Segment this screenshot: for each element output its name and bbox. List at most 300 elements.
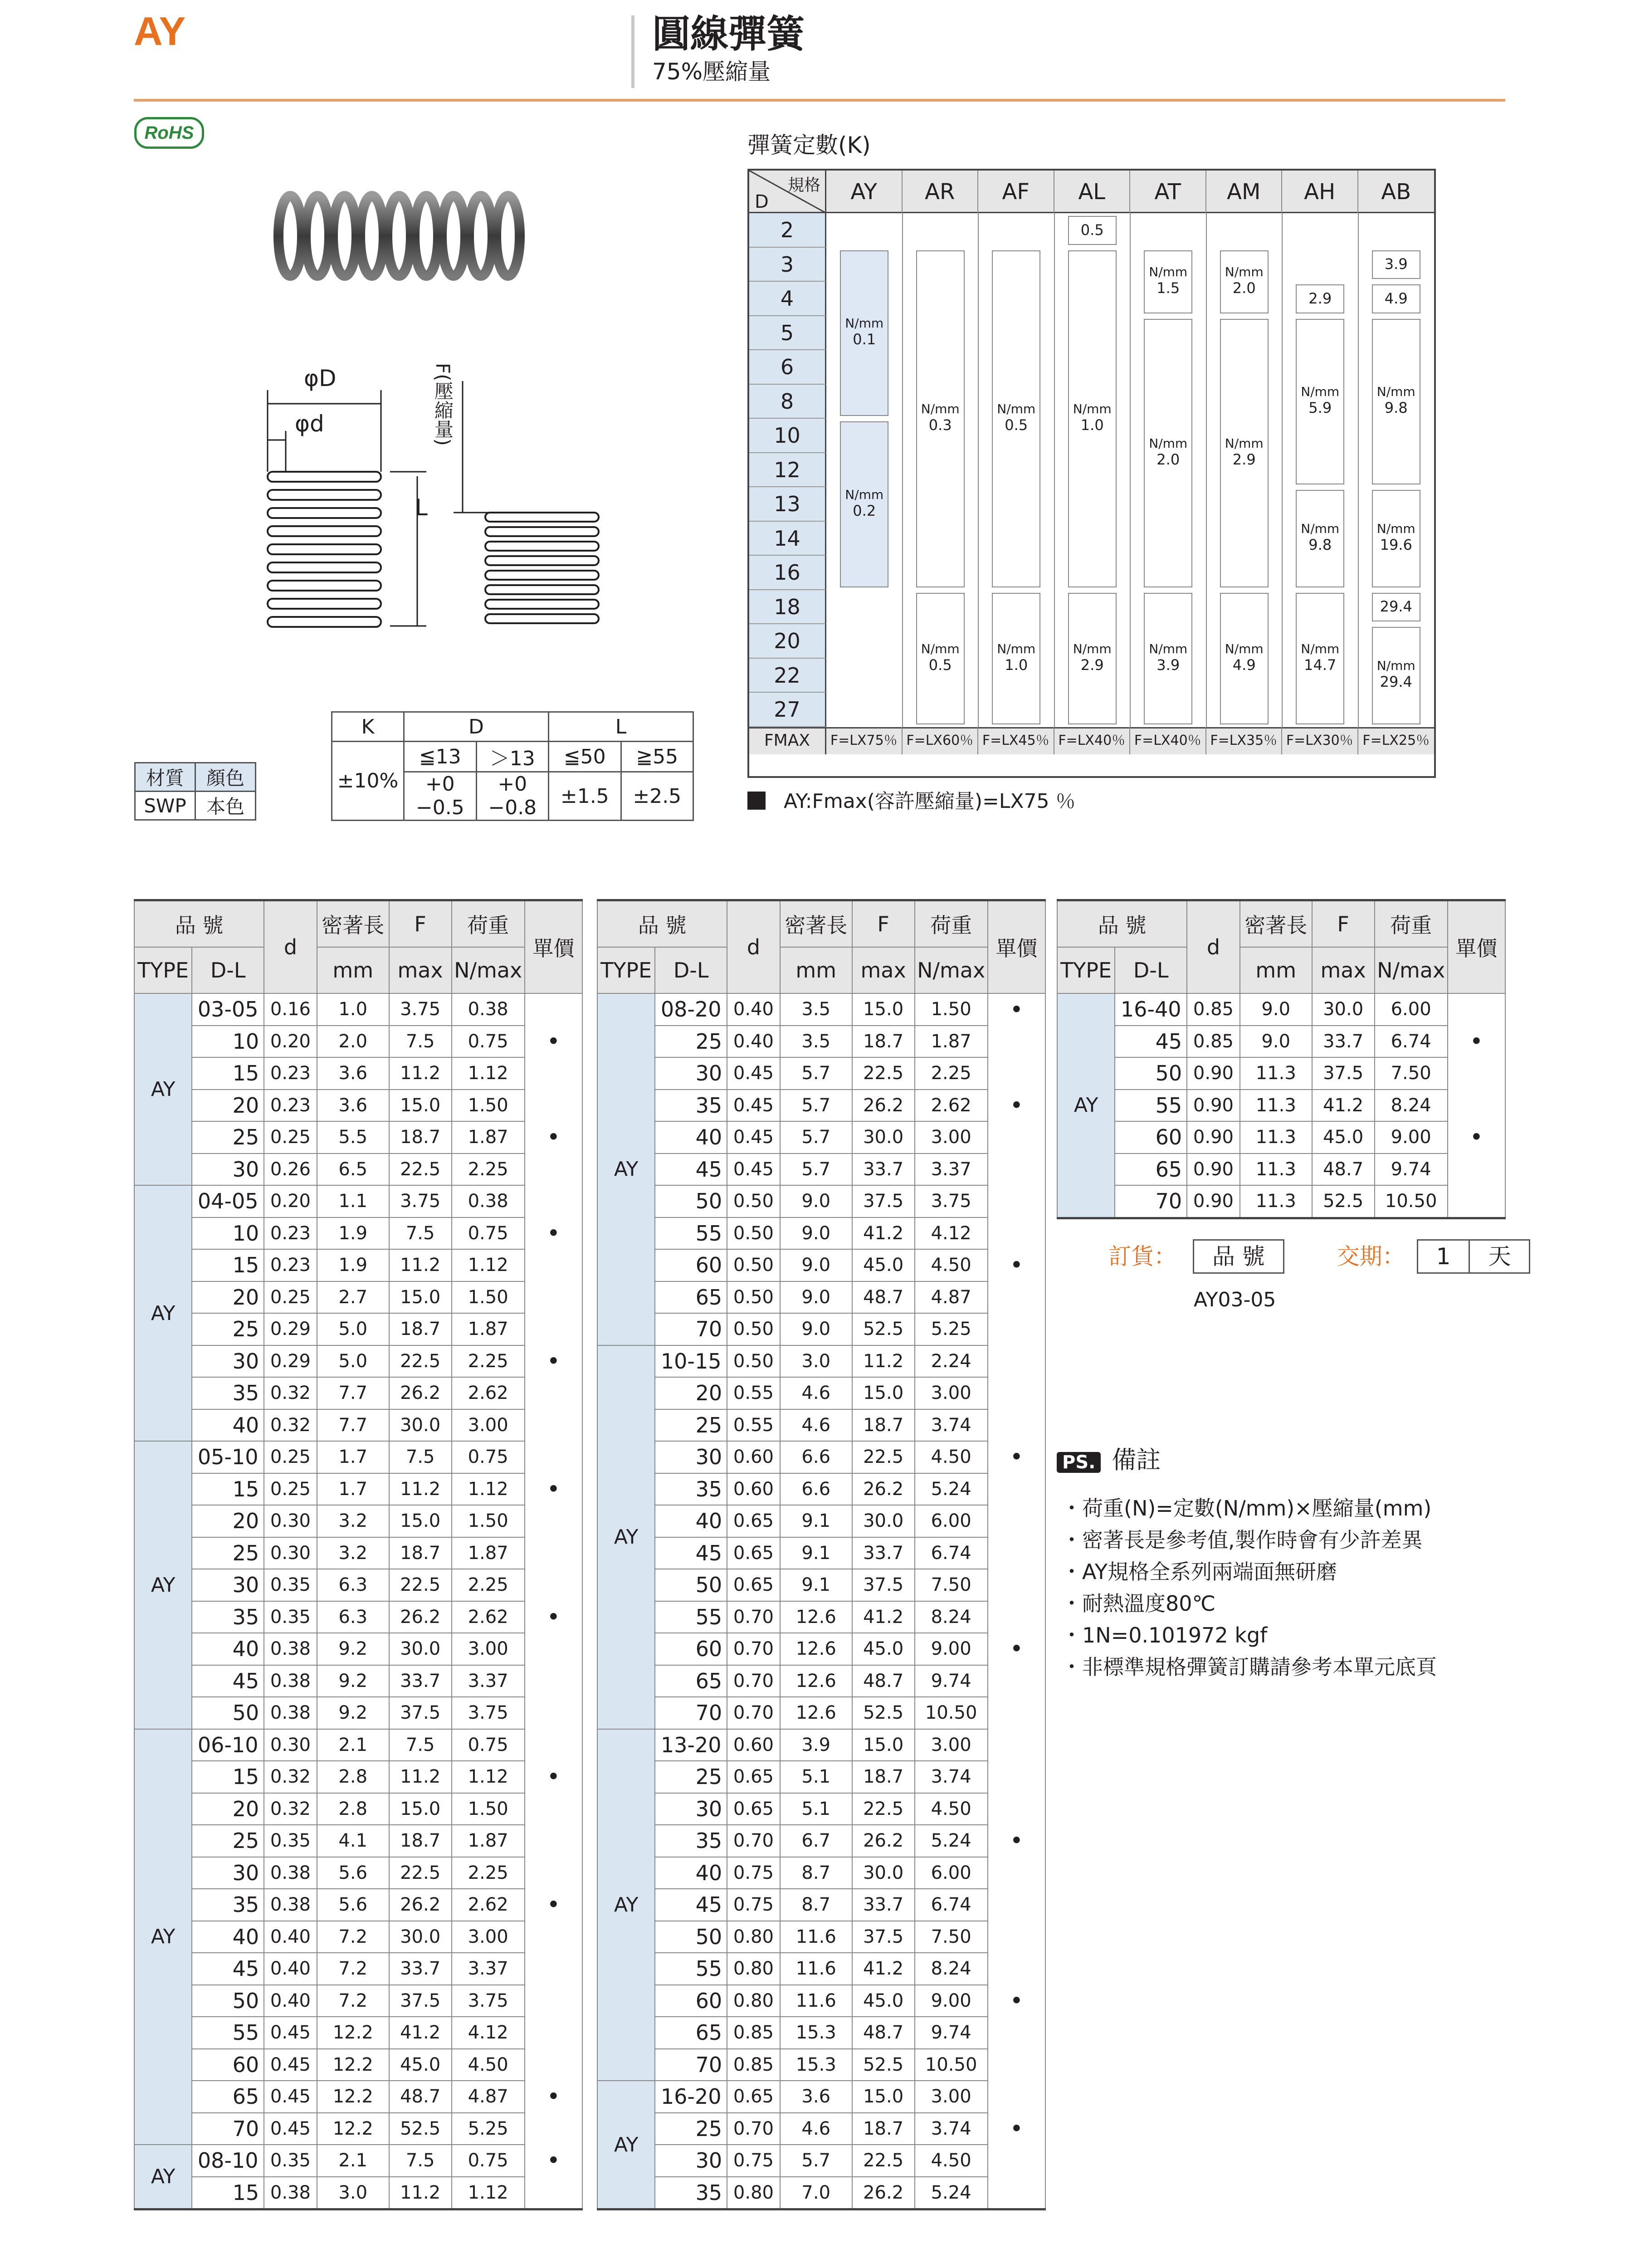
d-cell: 0.23 [264,1249,317,1281]
f-cell: 37.5 [1312,1057,1375,1090]
header-nmax: N/max [452,947,525,993]
order-example: AY03-05 [1194,1288,1276,1311]
f-cell: 22.5 [389,1345,452,1378]
f-cell: 7.5 [389,2145,452,2177]
load-cell: 3.74 [915,1761,988,1793]
mizhu-cell: 11.3 [1240,1057,1312,1090]
f-cell: 22.5 [389,1154,452,1186]
load-cell: 3.00 [915,1121,988,1154]
table-row [134,1473,582,1505]
dl-cell: 08-10 [192,2145,264,2177]
f-cell: 7.5 [389,1026,452,1058]
load-cell: 4.87 [915,1281,988,1314]
dl-cell: 30 [192,1569,264,1601]
spec-sub: ≧55 [621,742,693,772]
dl-cell: 70 [655,2049,727,2081]
load-cell: 0.75 [452,1217,525,1250]
table-row [597,1569,1045,1601]
header-nmax: N/max [1375,947,1448,993]
kchart-column-al: AL [1054,171,1131,213]
table-row [134,1090,582,1122]
mizhu-cell: 3.6 [317,1090,389,1122]
price-cell [988,1057,1045,1090]
notes-list [1061,1492,1437,1683]
kchart-row-label: 3 [749,248,826,282]
kchart-unit: N/mm [1225,641,1264,656]
kchart-value: 2.0 [1157,450,1180,468]
mizhu-cell: 5.7 [780,1154,852,1186]
mizhu-cell: 12.2 [317,2113,389,2145]
load-cell: 3.74 [915,2113,988,2145]
dl-cell: 05-10 [192,1441,264,1473]
load-cell: 2.24 [915,1345,988,1378]
mizhu-cell: 12.6 [780,1633,852,1665]
spec-l1: ±1.5 [549,772,621,821]
table-row [597,1441,1045,1473]
header-d: d [264,900,317,994]
kchart-unit: N/mm [1073,401,1112,416]
f-cell: 37.5 [389,1697,452,1729]
dl-cell: 25 [192,1121,264,1154]
d-cell: 0.45 [264,2017,317,2049]
f-cell: 33.7 [852,1889,915,1921]
kchart-range-bar [1296,593,1344,724]
dl-cell: 45 [655,1537,727,1569]
load-cell: 0.38 [452,1185,525,1217]
header-mizhu: 密著長 [317,900,389,948]
dl-cell: 25 [655,1409,727,1442]
kchart-column-ab: AB [1381,179,1411,205]
f-cell: 30.0 [389,1921,452,1953]
mizhu-cell: 9.0 [780,1249,852,1281]
kchart-unit: N/mm [845,487,884,502]
kchart-range-bar [840,421,888,587]
mizhu-cell: 5.0 [317,1345,389,1378]
header-mm: mm [1240,947,1312,993]
load-cell: 5.24 [915,2177,988,2209]
type-cell: AY [597,1729,655,2081]
kchart-value: 2.9 [1232,450,1256,468]
mizhu-cell: 11.3 [1240,1090,1312,1122]
kchart-range-bar [992,250,1040,587]
kchart-corner-bottom: D [755,191,769,212]
mizhu-cell: 9.0 [780,1313,852,1345]
table-row [134,1121,582,1154]
price-cell [1448,993,1505,1026]
table-row [597,2049,1045,2081]
load-cell: 1.50 [915,993,988,1026]
f-cell: 15.0 [389,1281,452,1314]
dl-cell: 16-20 [655,2081,727,2113]
dl-cell: 25 [655,2113,727,2145]
dl-cell: 65 [655,1665,727,1697]
spec-table-3 [1057,899,1506,1219]
mizhu-cell: 5.5 [317,1121,389,1154]
f-cell: 22.5 [852,2145,915,2177]
f-cell: 45.0 [852,1985,915,2017]
f-cell: 18.7 [852,2113,915,2145]
kchart-range-bar [1372,250,1420,279]
f-cell: 41.2 [852,1217,915,1250]
kchart-col-divider [1358,213,1359,727]
table-row [597,993,1045,1026]
f-cell: 22.5 [389,1857,452,1889]
d-cell: 0.80 [727,2177,780,2209]
table-row [134,1505,582,1537]
mizhu-cell: 1.9 [317,1249,389,1281]
f-cell: 18.7 [389,1825,452,1857]
table-row [134,1537,582,1569]
price-cell: • [525,1601,582,1633]
table-row [597,1665,1045,1697]
d-cell: 0.23 [264,1090,317,1122]
price-cell [988,1217,1045,1250]
dl-cell: 35 [192,1377,264,1409]
kchart-unit: N/mm [845,316,884,331]
d-cell: 0.85 [1187,993,1240,1026]
mizhu-cell: 3.2 [317,1505,389,1537]
load-cell: 3.75 [452,1985,525,2017]
load-cell: 8.24 [915,1601,988,1633]
price-cell [525,993,582,1026]
mizhu-cell: 3.5 [780,1026,852,1058]
table-row [597,2017,1045,2049]
dl-cell: 30 [655,1793,727,1825]
mizhu-cell: 9.1 [780,1505,852,1537]
price-cell [988,1154,1045,1186]
kchart-value: 0.5 [1080,221,1104,239]
f-cell: 45.0 [1312,1121,1375,1154]
kchart-unit: N/mm [1149,264,1188,279]
kchart-value: 2.0 [1232,279,1256,297]
d-cell: 0.85 [727,2049,780,2081]
price-cell: • [988,1985,1045,2017]
price-cell [988,1185,1045,1217]
spec-sub: ≦50 [549,742,621,772]
d-cell: 0.38 [264,2177,317,2209]
table-row [134,1249,582,1281]
f-cell: 11.2 [389,1473,452,1505]
kchart-corner-diagonal [749,171,826,213]
f-cell: 37.5 [852,1569,915,1601]
price-cell [988,1857,1045,1889]
table-row [134,1345,582,1378]
f-cell: 11.2 [852,1345,915,1378]
price-cell [988,2145,1045,2177]
dl-cell: 40 [192,1409,264,1442]
delivery-label: 交期： [1337,1243,1405,1270]
d-cell: 0.90 [1187,1154,1240,1186]
note-item: ・1N=0.101972 kgf [1061,1623,1268,1647]
f-cell: 11.2 [389,1761,452,1793]
price-cell: • [525,1473,582,1505]
load-cell: 7.50 [915,1921,988,1953]
dl-cell: 30 [655,2145,727,2177]
mizhu-cell: 4.6 [780,1409,852,1442]
f-cell: 48.7 [389,2081,452,2113]
kchart-row-label: 27 [749,693,826,727]
mizhu-cell: 7.2 [317,1985,389,2017]
kchart-value: 4.9 [1384,289,1408,307]
d-cell: 0.65 [727,2081,780,2113]
f-cell: 18.7 [389,1537,452,1569]
header-pinhao: 品 號 [134,900,264,948]
mizhu-cell: 5.7 [780,1057,852,1090]
dl-cell: 55 [655,1217,727,1250]
delivery-unit-box: 天 [1470,1239,1530,1274]
kchart-fmax-value: F=LX40％ [1054,727,1131,754]
mizhu-cell: 4.6 [780,2113,852,2145]
kchart-column-ar: AR [903,171,979,213]
f-cell: 52.5 [1312,1185,1375,1218]
price-cell [525,1697,582,1729]
price-cell [988,1761,1045,1793]
mizhu-cell: 11.3 [1240,1121,1312,1154]
mizhu-cell: 5.6 [317,1889,389,1921]
dl-cell: 40 [655,1505,727,1537]
mizhu-cell: 5.6 [317,1857,389,1889]
f-cell: 45.0 [852,1249,915,1281]
table-row [1057,1090,1505,1122]
table-row [134,1761,582,1793]
load-cell: 9.00 [915,1633,988,1665]
load-cell: 3.00 [915,1729,988,1761]
load-cell: 6.74 [915,1889,988,1921]
mizhu-cell: 9.2 [317,1665,389,1697]
f-cell: 7.5 [389,1217,452,1250]
mizhu-cell: 5.7 [780,1121,852,1154]
dl-cell: 45 [655,1889,727,1921]
mizhu-cell: 1.7 [317,1473,389,1505]
load-cell: 9.74 [915,2017,988,2049]
load-cell: 3.00 [452,1921,525,1953]
load-cell: 1.50 [452,1505,525,1537]
mizhu-cell: 11.3 [1240,1154,1312,1186]
d-cell: 0.35 [264,1601,317,1633]
dl-cell: 20 [192,1505,264,1537]
header-pinhao: 品 號 [597,900,727,948]
kchart-value: 3.9 [1384,255,1408,273]
load-cell: 9.74 [1375,1154,1448,1186]
header-type: TYPE [134,947,192,993]
d-cell: 0.75 [727,1857,780,1889]
dl-cell: 45 [192,1665,264,1697]
kchart-range-bar [992,593,1040,724]
color-header: 顏色 [195,763,256,792]
price-cell: • [988,1090,1045,1122]
d-cell: 0.70 [727,1697,780,1729]
f-cell: 22.5 [852,1793,915,1825]
kchart-row-label: 22 [749,659,826,693]
d-cell: 0.50 [727,1217,780,1250]
table-row [597,1026,1045,1058]
mizhu-cell: 8.7 [780,1857,852,1889]
load-cell: 1.87 [452,1121,525,1154]
price-cell [525,2177,582,2209]
price-cell [988,1121,1045,1154]
load-cell: 6.74 [915,1537,988,1569]
d-cell: 0.16 [264,993,317,1026]
kchart-range-bar [1220,319,1269,587]
price-cell [988,2049,1045,2081]
dl-cell: 30 [655,1057,727,1090]
f-cell: 15.0 [852,993,915,1026]
d-cell: 0.38 [264,1857,317,1889]
kchart-value: 9.8 [1308,536,1332,554]
d-cell: 0.65 [727,1569,780,1601]
mizhu-cell: 2.7 [317,1281,389,1314]
f-cell: 41.2 [852,1953,915,1985]
kchart-legend: AY:Fmax(容許壓縮量)=LX75 ％ [747,785,1076,814]
table-row [1057,1057,1505,1090]
dl-cell: 25 [655,1026,727,1058]
load-cell: 10.50 [915,1697,988,1729]
table-row [134,1601,582,1633]
dl-cell: 10 [192,1026,264,1058]
kchart-row-label: 13 [749,487,826,522]
kchart-value: 0.1 [853,331,876,348]
price-cell [988,1026,1045,1058]
table-row [134,1953,582,1985]
dl-cell: 70 [192,2113,264,2145]
color-value: 本色 [195,792,256,820]
f-cell: 15.0 [852,1729,915,1761]
header-price: 單價 [988,900,1045,994]
material-header: 材質 [135,763,195,792]
f-cell: 45.0 [389,2049,452,2081]
kchart-row-label: 14 [749,522,826,556]
d-cell: 0.29 [264,1345,317,1378]
kchart-unit: N/mm [997,641,1036,656]
table-row [597,1729,1045,1761]
mizhu-cell: 1.9 [317,1217,389,1250]
kchart-column-ay: AY [826,171,903,213]
d-cell: 0.40 [727,993,780,1026]
price-cell [525,2049,582,2081]
kchart-range-bar [1220,250,1269,313]
kchart-value: 2.9 [1308,289,1332,307]
d-cell: 0.70 [727,1633,780,1665]
f-cell: 41.2 [389,2017,452,2049]
mizhu-cell: 5.0 [317,1313,389,1345]
kchart-value: 3.9 [1157,656,1180,674]
mizhu-cell: 7.0 [780,2177,852,2209]
order-label: 訂貨： [1108,1243,1176,1270]
table-row [134,1569,582,1601]
header-divider [631,15,634,88]
load-cell: 8.24 [1375,1090,1448,1122]
kchart-range-bar [840,250,888,416]
price-cell: • [988,1633,1045,1665]
table-row [134,1313,582,1345]
f-cell: 41.2 [1312,1090,1375,1122]
f-cell: 52.5 [852,2049,915,2081]
mizhu-cell: 3.6 [317,1057,389,1090]
mizhu-cell: 3.2 [317,1537,389,1569]
load-cell: 9.00 [1375,1121,1448,1154]
d-cell: 0.80 [727,1985,780,2017]
table-row [597,1185,1045,1217]
kchart-range-bar [1296,284,1344,313]
d-cell: 0.25 [264,1473,317,1505]
table-row [597,2081,1045,2113]
f-cell: 18.7 [852,1761,915,1793]
dl-cell: 20 [192,1281,264,1314]
mizhu-cell: 12.6 [780,1665,852,1697]
kchart-value: 0.5 [1005,416,1028,434]
kchart-unit: N/mm [1376,384,1415,400]
price-cell [525,1409,582,1442]
load-cell: 4.87 [452,2081,525,2113]
mizhu-cell: 6.3 [317,1569,389,1601]
dl-cell: 25 [655,1761,727,1793]
dl-cell: 35 [655,1825,727,1857]
dl-cell: 30 [192,1345,264,1378]
load-cell: 1.87 [452,1537,525,1569]
mizhu-cell: 11.6 [780,1953,852,1985]
load-cell: 3.75 [452,1697,525,1729]
kchart-unit: N/mm [1225,435,1264,451]
rohs-badge: RoHS [134,117,204,149]
kchart-fmax-value: F=LX45％ [978,727,1054,754]
kchart-range-bar [1144,250,1192,313]
table-row [597,1761,1045,1793]
f-cell: 18.7 [389,1121,452,1154]
dl-cell: 40 [192,1921,264,1953]
d-cell: 0.80 [727,1953,780,1985]
table-row [134,1825,582,1857]
price-cell: • [525,1761,582,1793]
spec-header-l: L [549,712,693,742]
spec-k-value: ±10% [332,742,404,821]
mizhu-cell: 1.0 [317,993,389,1026]
price-cell: • [525,2081,582,2113]
d-cell: 0.70 [727,1825,780,1857]
kchart-range-bar [1296,490,1344,587]
dl-cell: 70 [1115,1185,1187,1218]
f-cell: 26.2 [852,1825,915,1857]
price-cell [525,1249,582,1281]
f-cell: 22.5 [852,1441,915,1473]
spec-sub: ＞13 [476,742,549,772]
f-cell: 7.5 [389,1441,452,1473]
f-cell: 26.2 [852,1090,915,1122]
price-cell [525,1537,582,1569]
table-row [597,1377,1045,1409]
load-cell: 2.25 [452,1154,525,1186]
mizhu-cell: 3.9 [780,1729,852,1761]
price-cell [988,1665,1045,1697]
d-cell: 0.32 [264,1377,317,1409]
kchart-column-am: AM [1206,171,1283,213]
table-row [597,1345,1045,1378]
load-cell: 5.24 [915,1473,988,1505]
load-cell: 4.50 [915,1793,988,1825]
table-row [597,2145,1045,2177]
dl-cell: 65 [655,2017,727,2049]
d-cell: 0.40 [264,1985,317,2017]
table-row [597,1889,1045,1921]
f-cell: 15.0 [389,1090,452,1122]
price-cell [988,1953,1045,1985]
load-cell: 0.75 [452,2145,525,2177]
load-cell: 1.12 [452,2177,525,2209]
table-row [597,1281,1045,1314]
dl-cell: 06-10 [192,1729,264,1761]
product-code: AY [134,9,186,54]
kchart-value: 0.2 [853,502,876,519]
d-cell: 0.20 [264,1185,317,1217]
